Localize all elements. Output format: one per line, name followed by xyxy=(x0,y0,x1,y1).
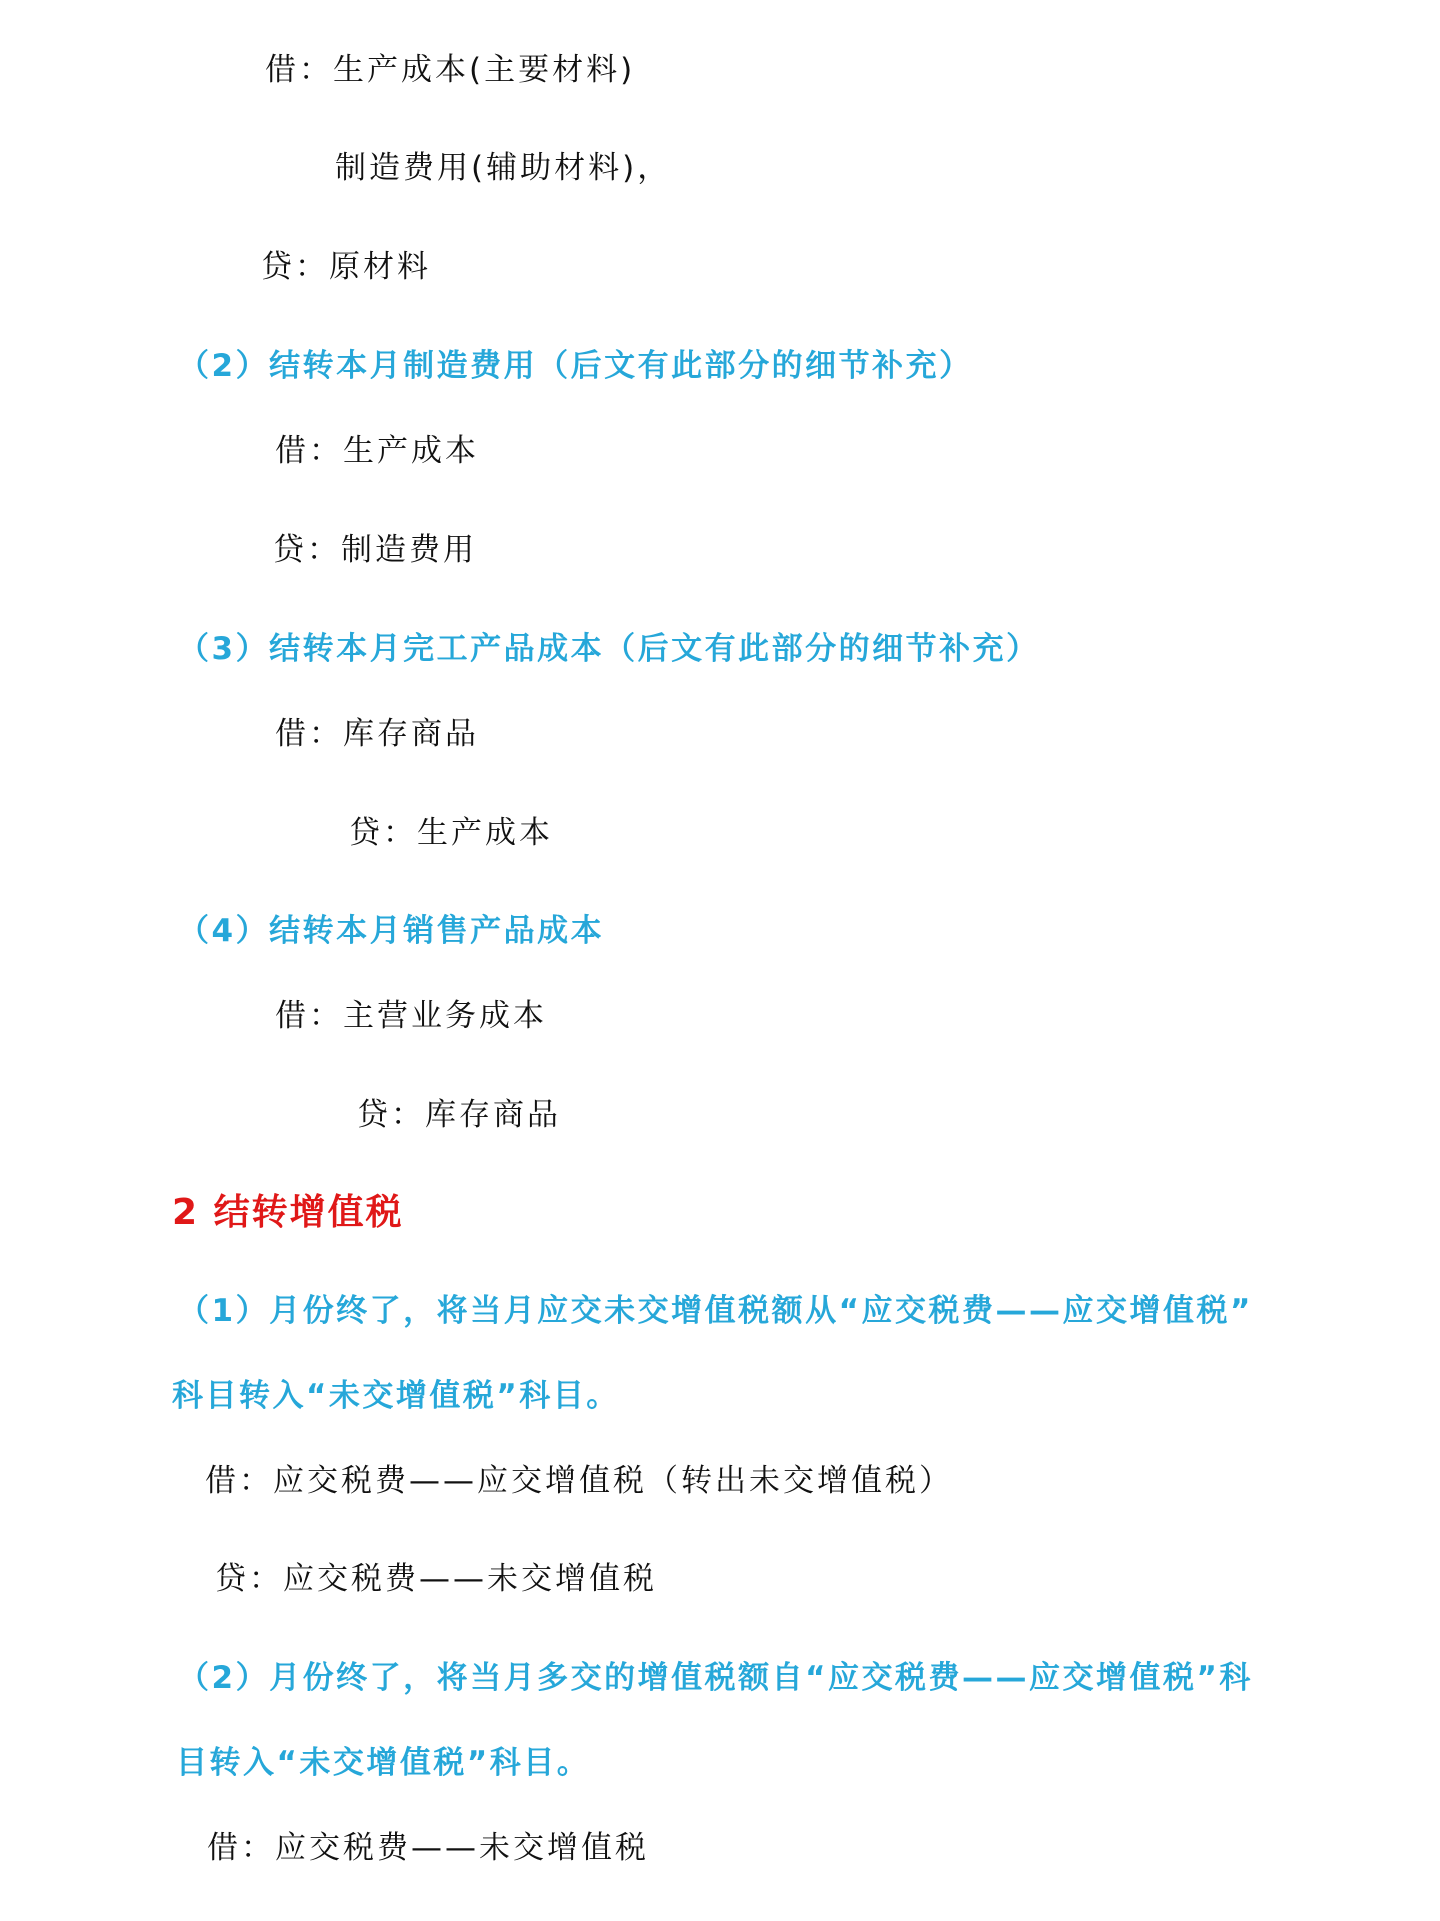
section-2-heading: 2 结转增值税 xyxy=(172,1192,404,1233)
debit-production-cost: 借：生产成本 xyxy=(275,433,479,469)
step-4-heading: （4）结转本月销售产品成本 xyxy=(178,913,605,949)
step-2-heading: （2）结转本月制造费用（后文有此部分的细节补充） xyxy=(178,348,973,384)
debit-production-cost-main-material: 借：生产成本(主要材料) xyxy=(265,52,636,88)
credit-inventory-goods: 贷：库存商品 xyxy=(357,1097,561,1133)
debit-main-business-cost: 借：主营业务成本 xyxy=(275,998,547,1034)
credit-production-cost: 贷：生产成本 xyxy=(349,815,553,851)
vat-step-1-heading-line1: （1）月份终了，将当月应交未交增值税额从“应交税费——应交增值税” xyxy=(178,1293,1253,1329)
credit-raw-materials: 贷：原材料 xyxy=(261,249,431,285)
credit-tax-payable-unpaid-vat: 贷：应交税费——未交增值税 xyxy=(215,1561,657,1597)
credit-manufacturing-overhead: 贷：制造费用 xyxy=(273,532,477,568)
step-3-heading: （3）结转本月完工产品成本（后文有此部分的细节补充） xyxy=(178,631,1040,667)
manufacturing-overhead-aux-material: 制造费用(辅助材料)， xyxy=(335,150,672,186)
vat-step-2-heading-line2: 目转入“未交增值税”科目。 xyxy=(176,1745,591,1781)
vat-step-2-heading-line1: （2）月份终了，将当月多交的增值税额自“应交税费——应交增值税”科 xyxy=(178,1660,1253,1696)
debit-tax-payable-vat-transfer-out: 借：应交税费——应交增值税（转出未交增值税） xyxy=(205,1463,953,1499)
vat-step-1-heading-line2: 科目转入“未交增值税”科目。 xyxy=(172,1378,620,1414)
debit-inventory-goods: 借：库存商品 xyxy=(275,716,479,752)
debit-tax-payable-unpaid-vat: 借：应交税费——未交增值税 xyxy=(207,1830,649,1866)
